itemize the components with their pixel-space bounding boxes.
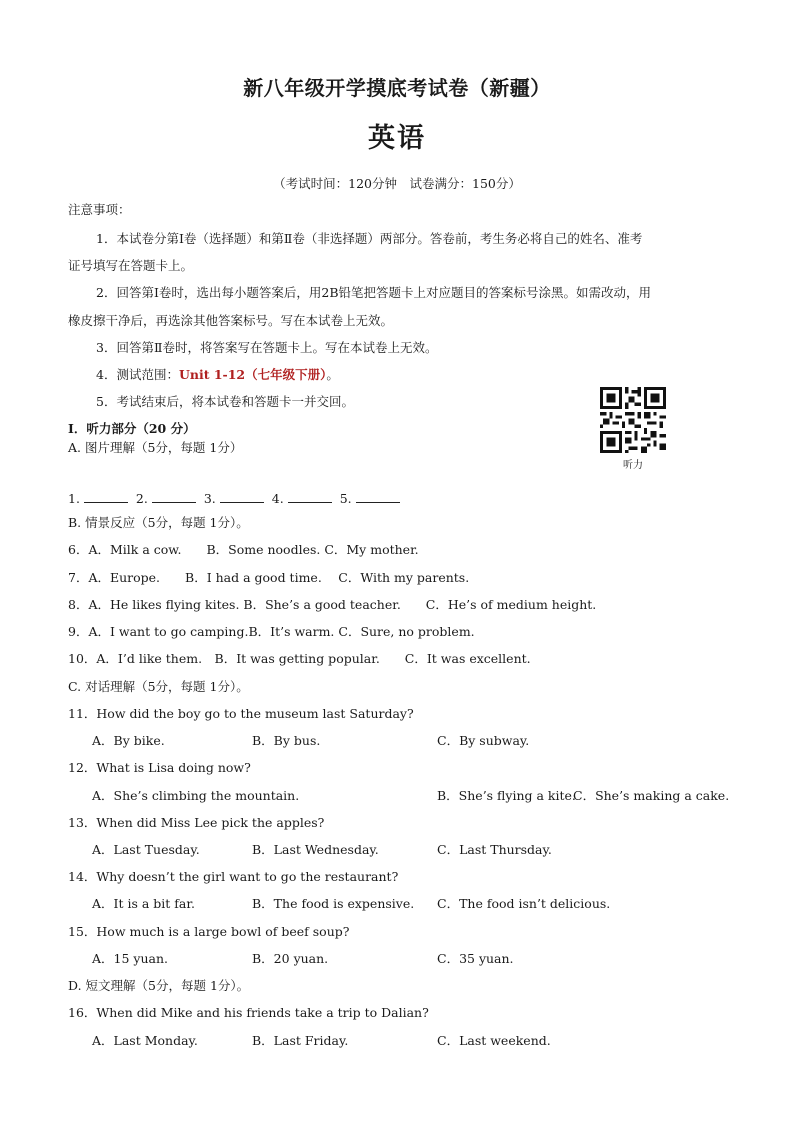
answer-blank-1[interactable]: [84, 490, 128, 503]
question-8: 8．A．He likes flying kites. B．She’s a good teacher. C．He’s of medium height.: [68, 597, 597, 612]
option-15-b: B．20 yuan.: [252, 951, 329, 966]
note-3: 3．回答第Ⅱ卷时，将答案写在答题卡上。写在本试卷上无效。: [96, 340, 438, 355]
question-10: 10．A．I’d like them. B．It was getting popular. C．It was excellent.: [68, 651, 531, 666]
note-1-line-2: 证号填写在答题卡上。: [68, 258, 194, 273]
answer-blank-3[interactable]: [220, 490, 264, 503]
option-14-b: B．The food is expensive.: [252, 896, 415, 911]
exam-title: 新八年级开学摸底考试卷（新疆）: [243, 76, 551, 100]
option-14-a: A．It is a bit far.: [92, 896, 195, 911]
option-16-a: A．Last Monday.: [92, 1033, 198, 1048]
blank-label-5: 5.: [339, 491, 352, 506]
notes-heading: 注意事项：: [68, 202, 131, 217]
question-11: 11．How did the boy go to the museum last Saturday?: [68, 706, 414, 721]
note-2-line-2: 橡皮擦干净后，再选涂其他答案标号。写在本试卷上无效。: [68, 313, 394, 328]
option-13-c: C．Last Thursday.: [437, 842, 552, 857]
option-13-b: B．Last Wednesday.: [252, 842, 379, 857]
option-12-b: B．She’s flying a kite.: [437, 788, 576, 803]
question-15: 15．How much is a large bowl of beef soup?: [68, 924, 350, 939]
note-4-prefix: 4．测试范围：: [96, 367, 179, 382]
option-16-c: C．Last weekend.: [437, 1033, 551, 1048]
blank-label-4: 4.: [271, 491, 284, 506]
note-5: 5．考试结束后，将本试卷和答题卡一并交回。: [96, 394, 354, 409]
blank-label-1: 1.: [68, 491, 80, 506]
question-16: 16．When did Mike and his friends take a trip to Dalian?: [68, 1005, 429, 1020]
note-4-suffix: 。: [326, 367, 339, 382]
note-4: [96, 367, 339, 383]
qr-label: 听力: [623, 460, 643, 471]
qr-code-icon[interactable]: [600, 387, 666, 453]
option-15-c: C．35 yuan.: [437, 951, 514, 966]
option-11-b: B．By bus.: [252, 733, 321, 748]
answer-blank-2[interactable]: [152, 490, 196, 503]
question-13: 13．When did Miss Lee pick the apples?: [68, 815, 325, 830]
section-a-heading: A. 图片理解（5分，每题 1分）: [68, 440, 243, 455]
section-b-heading: B. 情景反应（5分，每题 1分）。: [68, 515, 249, 530]
note-2-line-1: 2．回答第Ⅰ卷时，选出每小题答案后，用2B铅笔把答题卡上对应题目的答案标号涂黑。如需改动，用: [96, 285, 652, 300]
subject-title: 英语: [368, 123, 426, 154]
note-1-line-1: 1．本试卷分第Ⅰ卷（选择题）和第Ⅱ卷（非选择题）两部分。答卷前，考生务必将自己的姓名、准考: [96, 231, 643, 246]
answer-blank-4[interactable]: [288, 490, 332, 503]
option-11-c: C．By subway.: [437, 733, 530, 748]
blank-label-2: 2.: [135, 491, 148, 506]
question-9: 9．A．I want to go camping.B．It’s warm. C．Sure, no problem.: [68, 624, 475, 639]
question-12: 12．What is Lisa doing now?: [68, 760, 251, 775]
question-6: 6．A．Milk a cow. B．Some noodles. C．My mother.: [68, 542, 419, 557]
blank-answers: [68, 490, 404, 507]
exam-info: （考试时间：120分钟 试卷满分：150分）: [273, 176, 521, 191]
part1-heading: Ⅰ．听力部分（20 分）: [68, 421, 196, 436]
question-7: 7．A．Europe. B．I had a good time. C．With my parents.: [68, 570, 470, 585]
option-14-c: C．The food isn’t delicious.: [437, 896, 611, 911]
answer-blank-5[interactable]: [356, 490, 400, 503]
option-12-a: A．She’s climbing the mountain.: [92, 788, 300, 803]
option-13-a: A．Last Tuesday.: [92, 842, 200, 857]
section-d-heading: D. 短文理解（5分，每题 1分）。: [68, 978, 250, 993]
option-15-a: A．15 yuan.: [92, 951, 168, 966]
blank-label-3: 3.: [203, 491, 216, 506]
question-14: 14．Why doesn’t the girl want to go the restaurant?: [68, 869, 399, 884]
test-range: Unit 1-12（七年级下册）: [178, 367, 327, 382]
option-12-c: C．She’s making a cake.: [573, 788, 730, 803]
option-16-b: B．Last Friday.: [252, 1033, 349, 1048]
section-c-heading: C. 对话理解（5分，每题 1分）。: [68, 679, 249, 694]
option-11-a: A．By bike.: [92, 733, 165, 748]
